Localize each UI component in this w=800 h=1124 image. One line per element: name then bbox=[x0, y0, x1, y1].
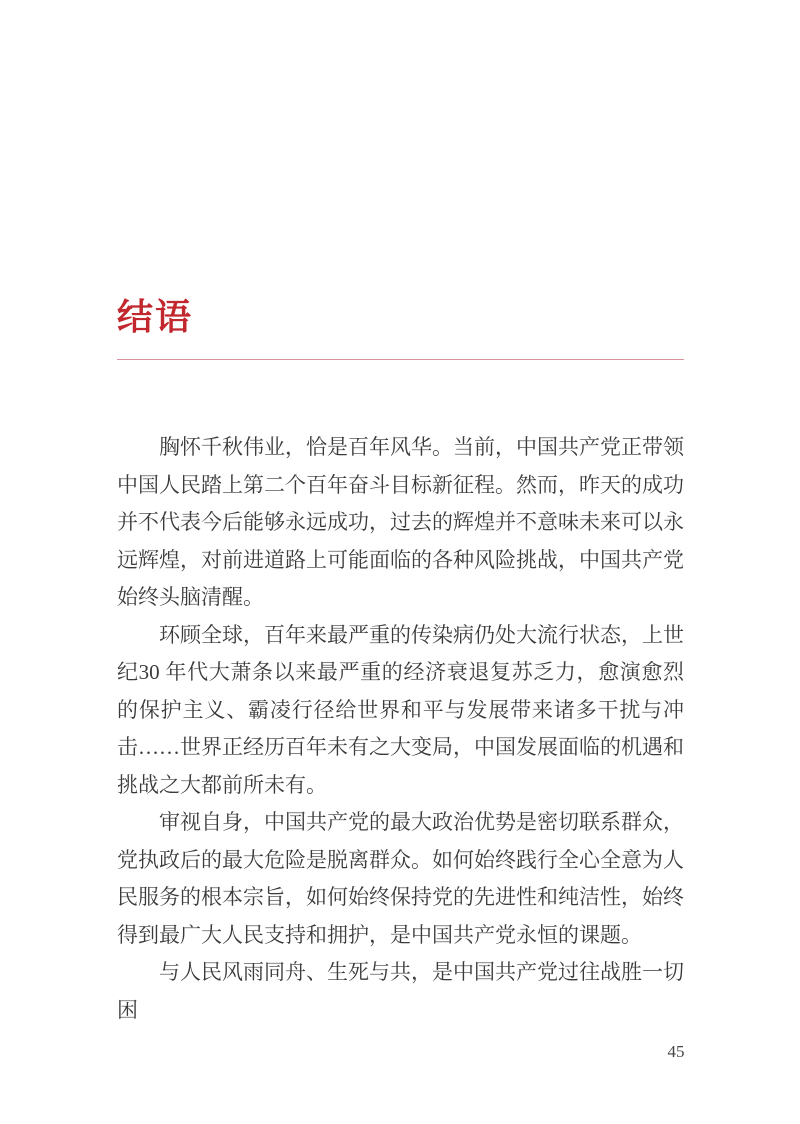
chapter-title: 结语 bbox=[117, 297, 194, 337]
body-paragraph: 环顾全球，百年来最严重的传染病仍处大流行状态，上世纪30 年代大萧条以来最严重的经济衰退复苏乏力，愈演愈烈的保护主义、霸凌行径给世界和平与发展带来诸多干扰与冲击……世界正经历百年未有之大变局，中国发展面临的机遇和挑战之大都前所未有。 bbox=[117, 622, 684, 797]
body-paragraph: 与人民风雨同舟、生死与共，是中国共产党过往战胜一切困 bbox=[117, 960, 684, 1022]
title-rule-divider bbox=[117, 359, 684, 360]
body-text-block bbox=[117, 429, 684, 1029]
body-paragraph: 审视自身，中国共产党的最大政治优势是密切联系群众，党执政后的最大危险是脱离群众。如何始终践行全心全意为人民服务的根本宗旨，如何始终保持党的先进性和纯洁性，始终得到最广大人民支持和拥护，是中国共产党永恒的课题。 bbox=[117, 810, 684, 947]
body-paragraph: 胸怀千秋伟业，恰是百年风华。当前，中国共产党正带领中国人民踏上第二个百年奋斗目标新征程。然而，昨天的成功并不代表今后能够永远成功，过去的辉煌并不意味未来可以永远辉煌，对前进道路上可能面临的各种风险挑战，中国共产党始终头脑清醒。 bbox=[117, 435, 684, 609]
page-number: 45 bbox=[667, 1042, 685, 1061]
chapter-header bbox=[117, 296, 684, 360]
